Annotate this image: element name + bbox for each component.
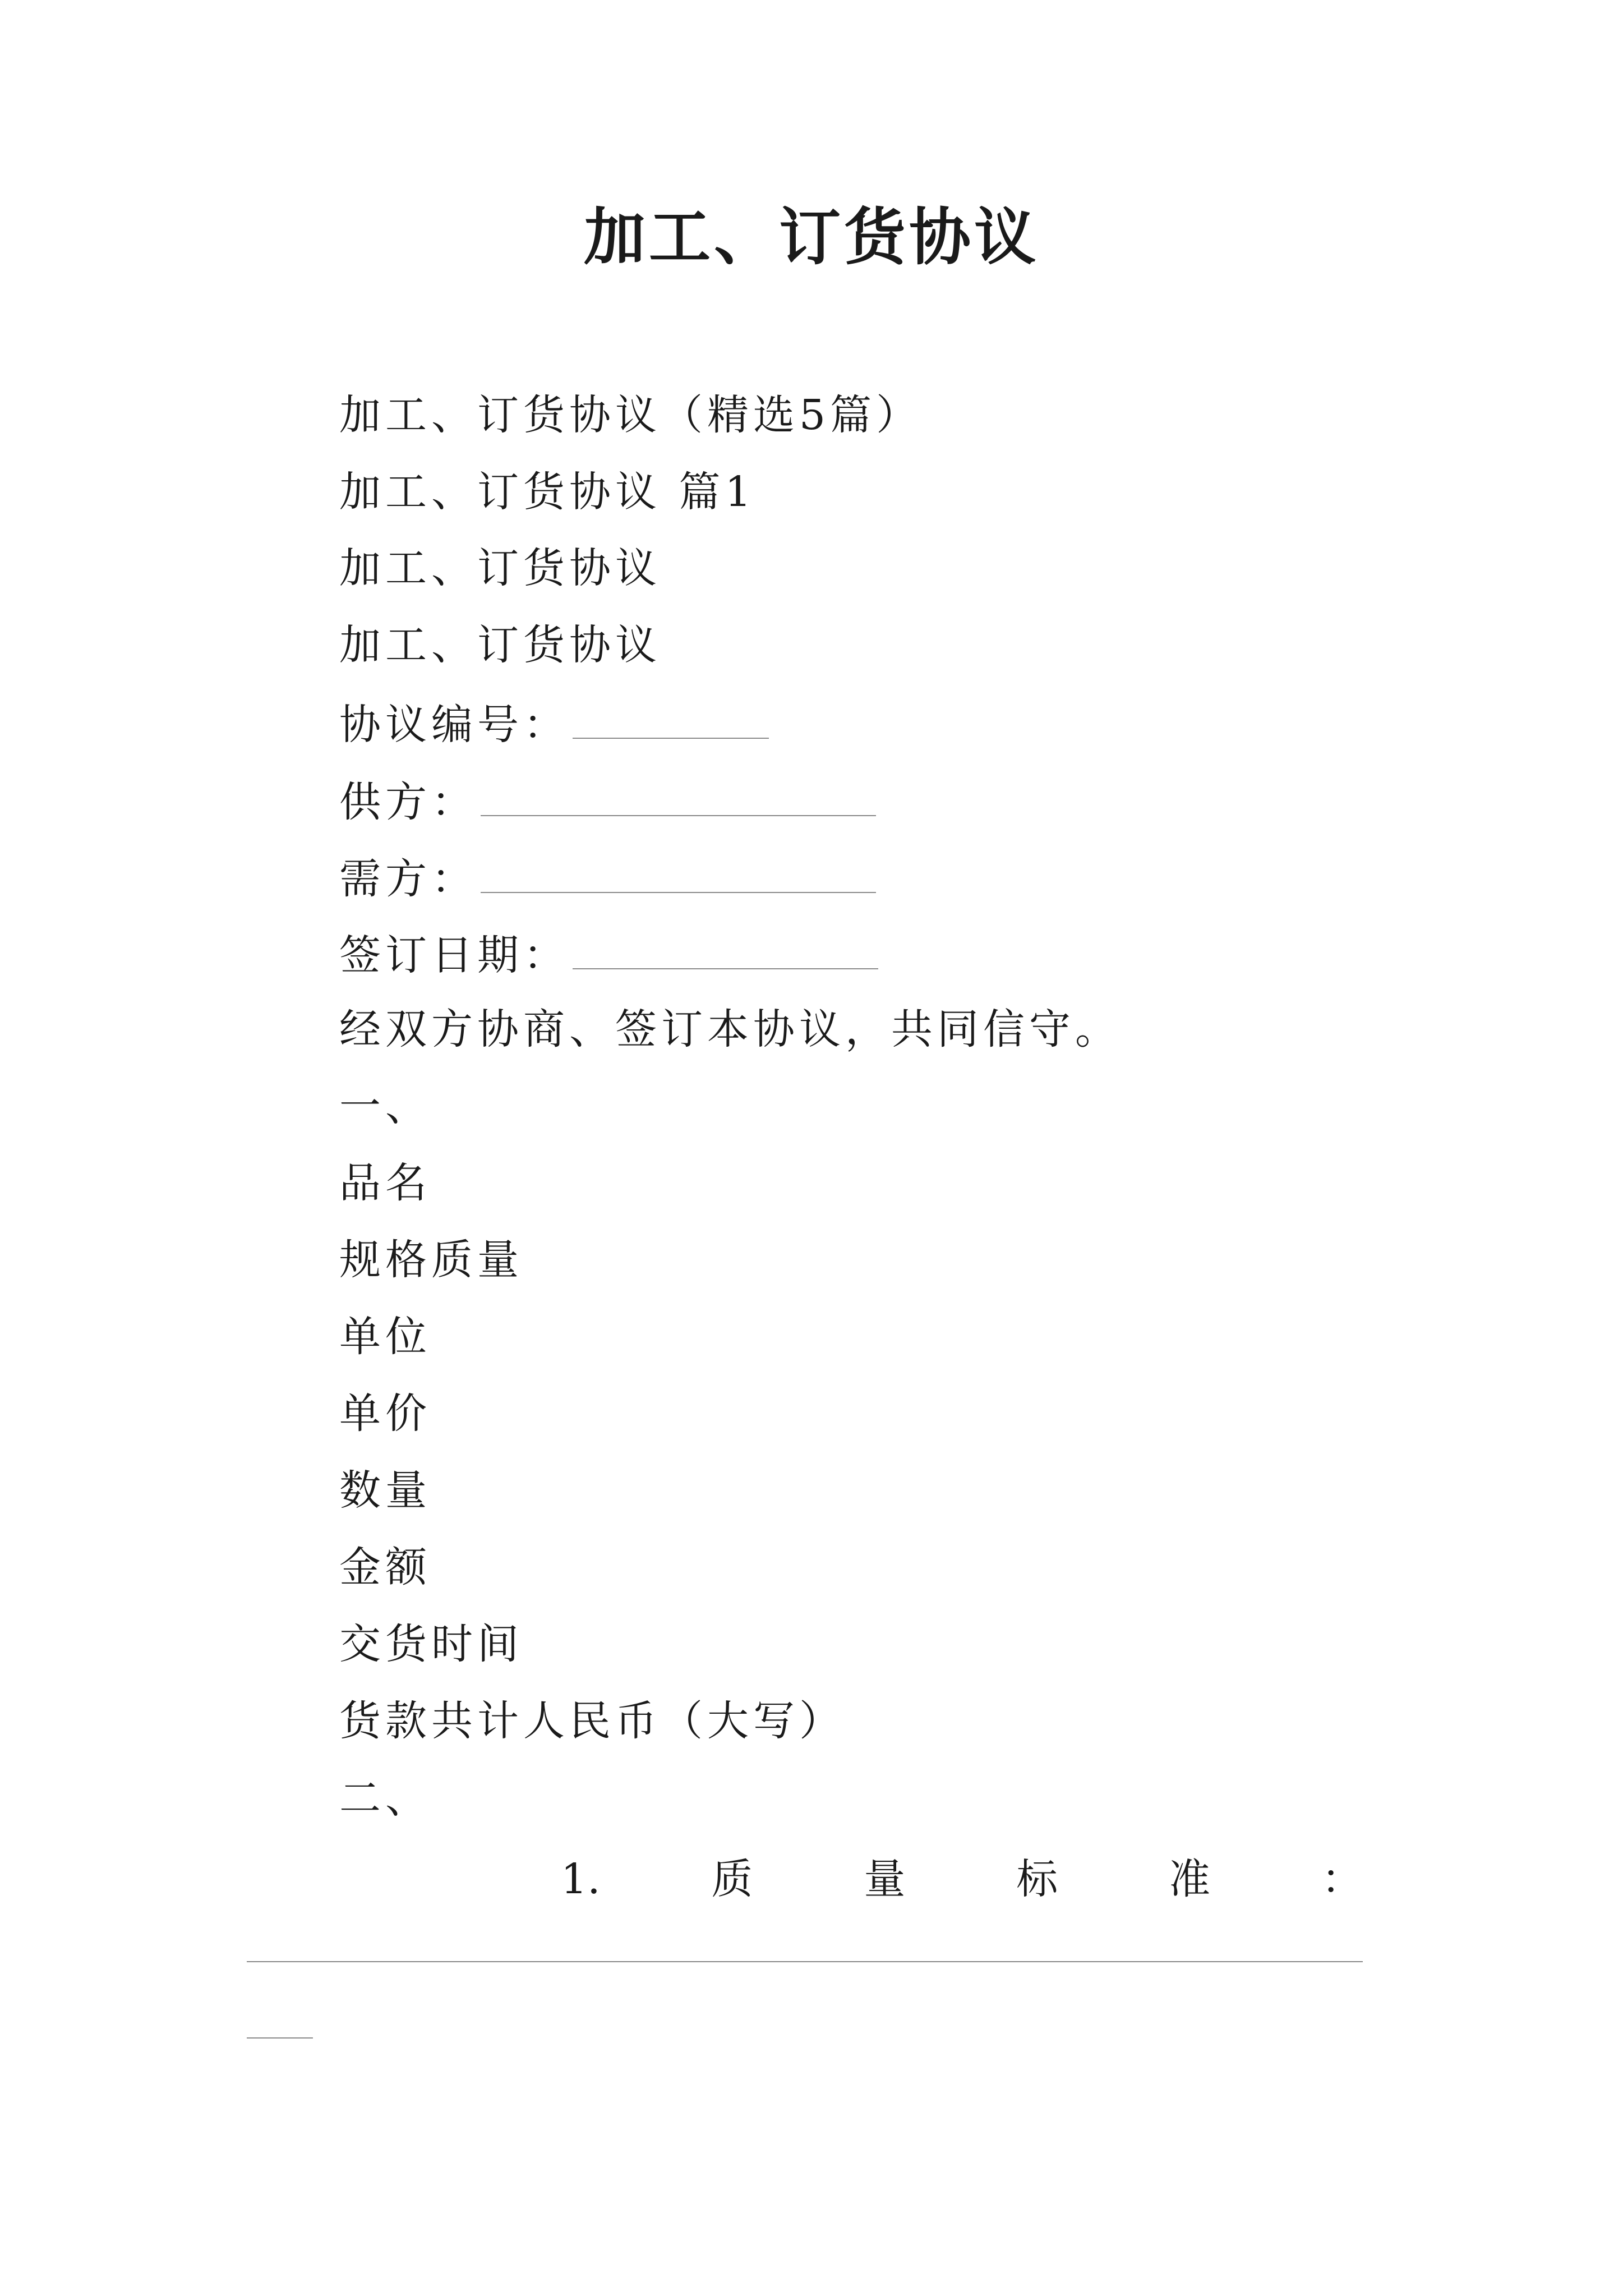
agreement-number-blank xyxy=(573,694,769,739)
item-spec-quality: 规格质量 xyxy=(339,1236,523,1284)
agreement-heading-repeat: 加工、订货协议 xyxy=(339,621,661,669)
supplier-label: 供方： xyxy=(339,778,477,826)
quality-standard-colon: ： xyxy=(1321,1855,1363,1903)
agreement-number-label: 协议编号： xyxy=(339,701,569,749)
section-one-heading: 一、 xyxy=(339,1082,431,1130)
item-delivery-time: 交货时间 xyxy=(339,1620,523,1668)
quality-standard-char: 标 xyxy=(1016,1855,1058,1903)
sign-date-blank xyxy=(573,924,878,969)
document-title: 加工、订货协议 xyxy=(584,201,1039,273)
agreement-number-row xyxy=(339,694,769,753)
sign-date-label: 签订日期： xyxy=(339,931,569,979)
supplier-row xyxy=(339,771,876,830)
quality-standard-line xyxy=(561,1851,1363,1907)
item-quantity: 数量 xyxy=(339,1466,431,1515)
chapter-heading: 加工、订货协议 篇1 xyxy=(339,468,756,516)
section-two-heading: 二、 xyxy=(339,1774,431,1823)
buyer-row xyxy=(339,848,876,907)
quality-standard-char: 准 xyxy=(1169,1855,1211,1903)
item-amount: 金额 xyxy=(339,1543,431,1591)
quality-standard-blank-line-end xyxy=(247,2037,313,2039)
quality-standard-number: 1. xyxy=(561,1855,601,1903)
item-total-rmb: 货款共计人民币（大写） xyxy=(339,1697,845,1745)
quality-standard-char: 量 xyxy=(864,1855,906,1903)
intro-text: 经双方协商、签订本协议，共同信守。 xyxy=(339,1005,1121,1053)
buyer-blank xyxy=(481,848,876,893)
buyer-label: 需方： xyxy=(339,855,477,903)
item-product-name: 品名 xyxy=(339,1159,431,1207)
item-unit: 单位 xyxy=(339,1313,431,1361)
quality-standard-blank-line xyxy=(247,1961,1363,1962)
agreement-heading: 加工、订货协议 xyxy=(339,544,661,592)
supplier-blank xyxy=(481,771,876,816)
subtitle-line: 加工、订货协议（精选5篇） xyxy=(339,391,923,439)
item-unit-price: 单价 xyxy=(339,1389,431,1438)
quality-standard-char: 质 xyxy=(711,1855,753,1903)
sign-date-row xyxy=(339,924,878,983)
